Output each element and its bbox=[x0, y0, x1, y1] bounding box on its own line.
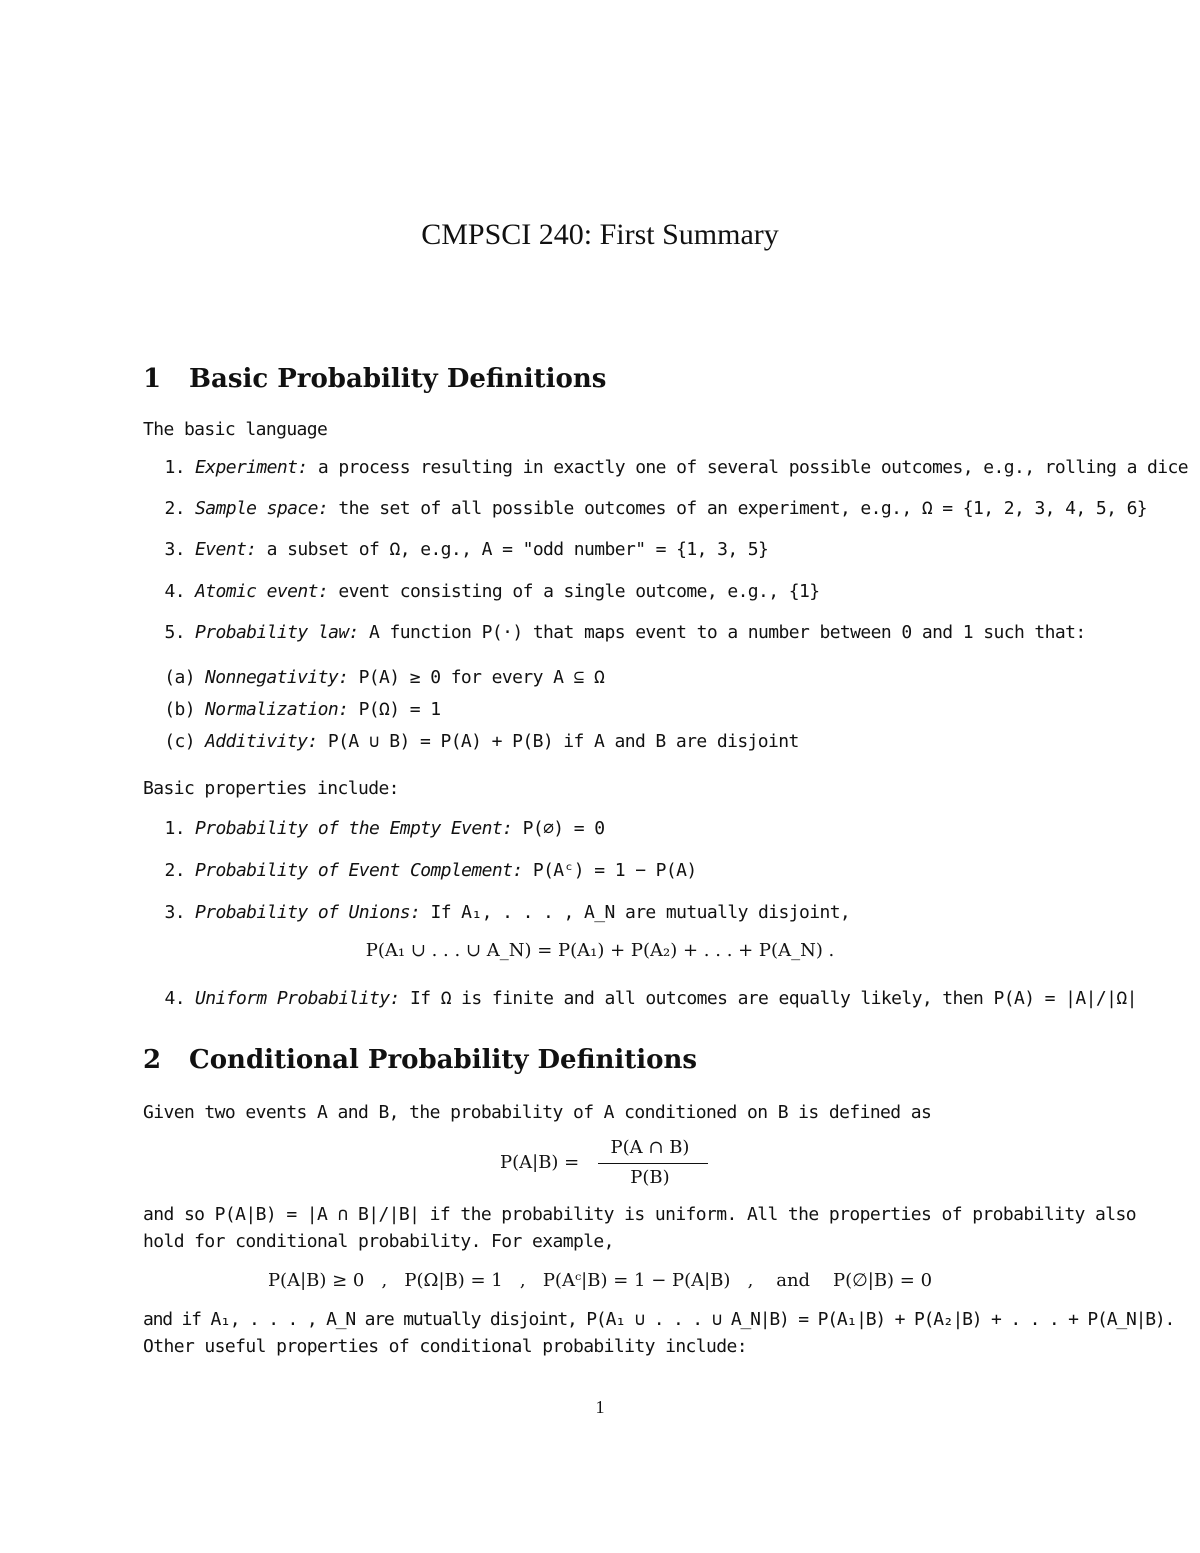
sub-list-item: (a) Nonnegativity: P(A) ≥ 0 for every A ⊆ Ω bbox=[164, 667, 605, 688]
union-equation: P(A₁ ∪ . . . ∪ A_N) = P(A₁) + P(A₂) + . . . + P(A_N) . bbox=[365, 940, 835, 961]
example-equations: P(A|B) ≥ 0 , P(Ω|B) = 1 , P(Aᶜ|B) = 1 − P(A|B) , and P(∅|B) = 0 bbox=[267, 1270, 933, 1291]
section-2-number: 2 bbox=[143, 1045, 162, 1075]
list-item: 1. Experiment: a process resulting in exactly one of several possible outcomes, e.g., rolling a dice bbox=[164, 457, 1188, 478]
section-1-number: 1 bbox=[143, 364, 162, 394]
section-2-title: Conditional Probability Definitions bbox=[189, 1045, 698, 1075]
properties-intro: Basic properties include: bbox=[143, 778, 399, 799]
list-item: 2. Sample space: the set of all possible outcomes of an experiment, e.g., Ω = {1, 2, 3, 4, 5, 6} bbox=[164, 498, 1148, 519]
fraction-denominator: P(B) bbox=[630, 1167, 670, 1188]
fraction-bar bbox=[598, 1163, 708, 1164]
paragraph-line: Other useful properties of conditional probability include: bbox=[143, 1336, 747, 1357]
page-number: 1 bbox=[595, 1397, 605, 1417]
list-item: 3. Probability of Unions: If A₁, . . . , A_N are mutually disjoint, bbox=[164, 902, 851, 923]
list-item: 1. Probability of the Empty Event: P(∅) = 0 bbox=[164, 818, 605, 839]
paragraph-line: and if A₁, . . . , A_N are mutually disjoint, P(A₁ ∪ . . . ∪ A_N|B) = P(A₁|B) + P(A₂|B) + . . . + P(A_N|B). bbox=[143, 1309, 1175, 1330]
section-1-title: Basic Probability Definitions bbox=[189, 364, 607, 394]
paragraph-line: hold for conditional probability. For example, bbox=[143, 1231, 614, 1252]
fraction-numerator: P(A ∩ B) bbox=[610, 1137, 690, 1158]
section-1-heading bbox=[143, 364, 606, 394]
list-item: 3. Event: a subset of Ω, e.g., A = "odd number" = {1, 3, 5} bbox=[164, 539, 769, 560]
conditional-definition-fraction bbox=[590, 1137, 710, 1197]
section-2-intro: Given two events A and B, the probability of A conditioned on B is defined as bbox=[143, 1102, 932, 1123]
section-2-heading bbox=[143, 1045, 697, 1075]
list-item: 2. Probability of Event Complement: P(Aᶜ) = 1 − P(A) bbox=[164, 860, 697, 881]
list-item: 4. Uniform Probability: If Ω is finite and all outcomes are equally likely, then P(A) = |A|/|Ω| bbox=[164, 988, 1137, 1009]
sub-list-item: (b) Normalization: P(Ω) = 1 bbox=[164, 699, 441, 720]
paragraph-line: and so P(A|B) = |A ∩ B|/|B| if the probability is uniform. All the properties of probability also bbox=[143, 1204, 1136, 1225]
section-1-intro: The basic language bbox=[143, 419, 328, 440]
sub-list-item: (c) Additivity: P(A ∪ B) = P(A) + P(B) if A and B are disjoint bbox=[164, 731, 799, 752]
list-item: 4. Atomic event: event consisting of a single outcome, e.g., {1} bbox=[164, 581, 820, 602]
list-item: 5. Probability law: A function P(·) that maps event to a number between 0 and 1 such that: bbox=[164, 622, 1086, 643]
document-title: CMPSCI 240: First Summary bbox=[421, 218, 779, 251]
conditional-definition-lhs: P(A|B) = bbox=[500, 1152, 580, 1173]
